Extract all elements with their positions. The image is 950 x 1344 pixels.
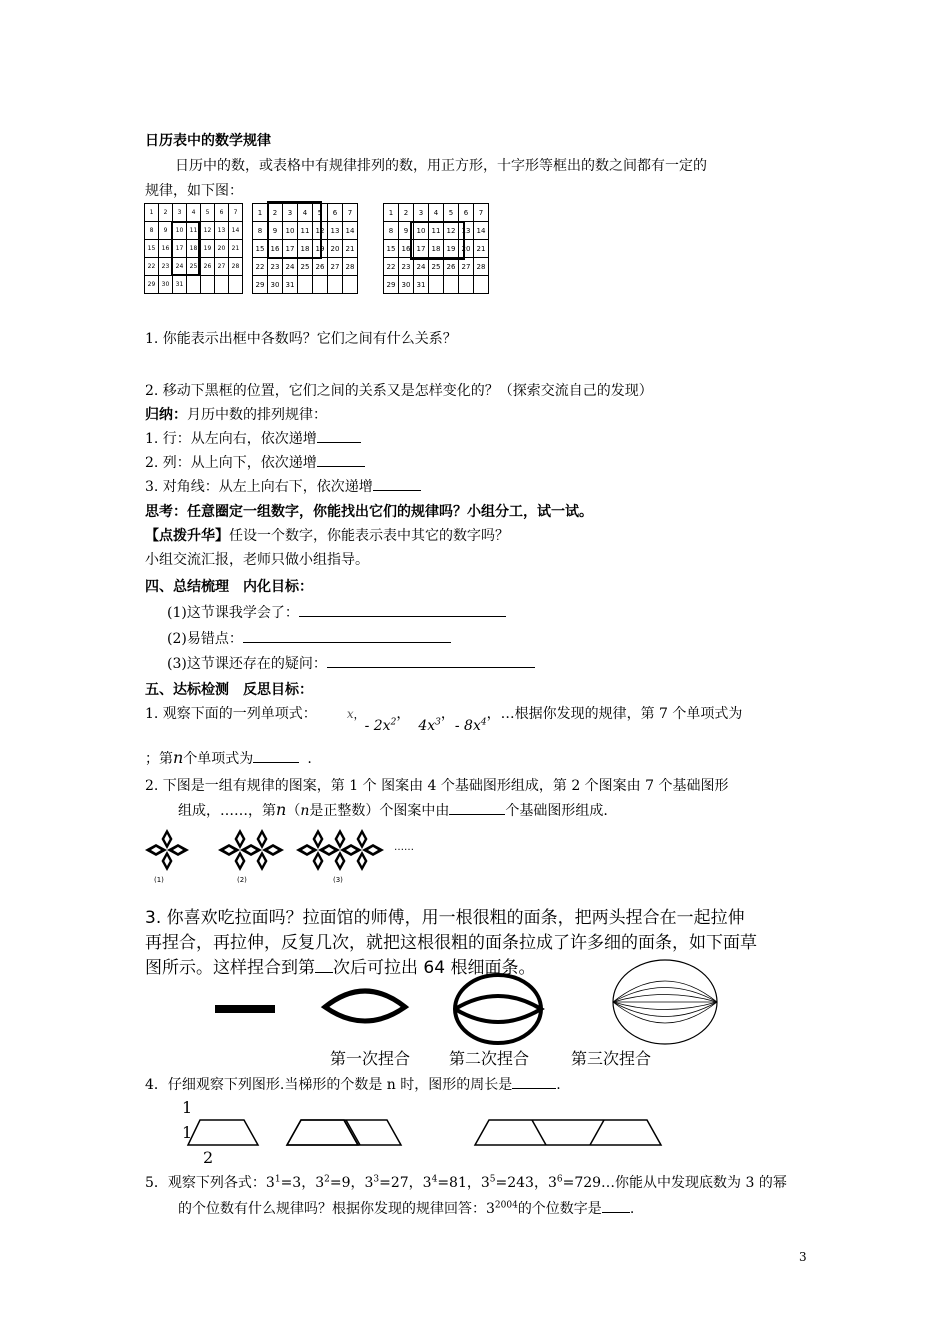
calendar-cell: 24 (173, 258, 187, 276)
calendar-cell: 28 (343, 258, 358, 276)
calendar-cell: 27 (215, 258, 229, 276)
calendar-cell: 21 (474, 240, 489, 258)
tip: 【点拨升华】任设一个数字，你能表示表中其它的数字吗？ (145, 528, 509, 544)
calendar-cell (459, 276, 474, 294)
diamond-pattern-2 (218, 829, 284, 871)
calendar-cell: 9 (399, 222, 414, 240)
calendar-cell: 15 (384, 240, 399, 258)
calendar-cell: 6 (459, 204, 474, 222)
calendar-cell: 1 (253, 204, 268, 222)
calendar-cell: 11 (429, 222, 444, 240)
calendar-cell: 1 (145, 204, 159, 222)
calendar-cell: 22 (145, 258, 159, 276)
intro-line: 日历中的数，或表格中有规律排列的数，用正方形，十字形等框出的数之间都有一定的 (175, 158, 707, 174)
calendar-cell: 22 (384, 258, 399, 276)
calendar-cell: 1 (384, 204, 399, 222)
calendar-cell: 5 (201, 204, 215, 222)
page-number: 3 (799, 1250, 807, 1264)
calendar-cell: 23 (159, 258, 173, 276)
pattern-label: (2) (237, 876, 247, 884)
summary-item-1: (1)这节课我学会了： (167, 602, 506, 622)
problem-1: 1. 观察下面的一列单项式： x，- $2x^2$，$4x^3$，- $8x^4$，…根据你发现的规律，第 7 个单项式为 (145, 706, 743, 734)
problem-2-line2: 组成，……，第n（n是正整数）个图案中由 个基础图形组成. (178, 800, 608, 819)
calendar-cell: 21 (343, 240, 358, 258)
calendar-cell (328, 276, 343, 294)
calendar-cell: 5 (444, 204, 459, 222)
calendar-cell: 7 (343, 204, 358, 222)
calendar-cell: 2 (399, 204, 414, 222)
calendar-cell: 20 (215, 240, 229, 258)
calendar-cell: 19 (313, 240, 328, 258)
calendar-cell: 30 (399, 276, 414, 294)
calendar-cell: 16 (399, 240, 414, 258)
calendar-cell: 16 (268, 240, 283, 258)
diamond-pattern-figure (140, 822, 430, 890)
calendar-cell: 30 (159, 276, 173, 294)
calendar-cell (229, 276, 243, 294)
calendar-cell: 26 (444, 258, 459, 276)
problem-5: 5．观察下列各式：$3^1=3$，$3^2=9$，$3^3=27$，$3^4=81$，$3^5=243$，$3^6=729\dots$你能从中发现底数为 3 的幂 (145, 1174, 787, 1191)
pattern-ellipsis: …… (394, 842, 414, 853)
calendar-cell: 29 (253, 276, 268, 294)
calendar-cell (201, 276, 215, 294)
calendar-cell: 13 (459, 222, 474, 240)
calendar-cell: 4 (429, 204, 444, 222)
calendar-cell (313, 276, 328, 294)
calendar-cell: 12 (444, 222, 459, 240)
calendar-cell: 19 (201, 240, 215, 258)
calendar-cell: 10 (173, 222, 187, 240)
calendar-cell (343, 276, 358, 294)
calendar-cell: 6 (215, 204, 229, 222)
calendar-cell: 14 (343, 222, 358, 240)
calendar-cell: 18 (298, 240, 313, 258)
calendar-cell: 23 (399, 258, 414, 276)
diamond-pattern-1 (145, 829, 189, 871)
trapezoid-figure (180, 1112, 670, 1152)
trapezoid-label: 1 (182, 1098, 193, 1117)
calendar-cell: 3 (173, 204, 187, 222)
noodle-fold-1 (325, 991, 405, 1021)
rule-row: 1. 行：从左向右，依次递增 (145, 428, 361, 448)
noodle-caption: 第二次捏合 (449, 1049, 530, 1068)
calendar-cell: 31 (283, 276, 298, 294)
trapezoid-row-3 (475, 1120, 661, 1145)
question-1: 1. 你能表示出框中各数吗？它们之间有什么关系？ (145, 331, 457, 347)
problem-5-line2: 的个位数有什么规律吗？根据你发现的规律回答：$3^{2004}$的个位数字是 . (178, 1200, 635, 1217)
problem-3-line3: 图所示。这样捏合到第 次后可拉出 64 根细面条。 (145, 958, 536, 978)
calendar-cell: 7 (474, 204, 489, 222)
calendar-cell: 20 (459, 240, 474, 258)
section-4-heading: 四、总结梳理 内化目标： (145, 579, 313, 595)
problem-4: 4．仔细观察下列图形.当梯形的个数是 n 时，图形的周长是 . (145, 1077, 561, 1093)
calendar-cell: 12 (201, 222, 215, 240)
calendar-cell: 3 (283, 204, 298, 222)
calendar-cell: 12 (313, 222, 328, 240)
calendar-cell (429, 276, 444, 294)
question-2: 2. 移动下黑框的位置，它们之间的关系又是怎样变化的？（探索交流自己的发现） (145, 383, 653, 399)
calendar-cell: 2 (159, 204, 173, 222)
trapezoid-label: 2 (203, 1148, 214, 1167)
calendar-cell: 27 (459, 258, 474, 276)
problem-1-line2: ；第n个单项式为 . (145, 748, 312, 767)
calendar-cell: 17 (173, 240, 187, 258)
noodle-caption: 第三次捏合 (571, 1049, 652, 1068)
group-note: 小组交流汇报，老师只做小组指导。 (145, 552, 369, 568)
calendar-cell: 22 (253, 258, 268, 276)
calendar-cell: 20 (328, 240, 343, 258)
calendar-cell: 18 (429, 240, 444, 258)
calendar-cell: 23 (268, 258, 283, 276)
noodle-caption: 第一次捏合 (330, 1049, 411, 1068)
calendar-cell (444, 276, 459, 294)
calendar-cell: 26 (313, 258, 328, 276)
summary-item-2: (2)易错点： (167, 628, 451, 648)
calendar-cell: 2 (268, 204, 283, 222)
calendar-cell: 8 (145, 222, 159, 240)
calendar-cell: 16 (159, 240, 173, 258)
calendar-cell (187, 276, 201, 294)
calendar-cell: 24 (283, 258, 298, 276)
calendar-box (171, 221, 200, 276)
problem-3-line2: 再捏合，再拉伸，反复几次，就把这根很粗的面条拉成了许多细的面条，如下面草 (145, 933, 757, 953)
thick-noodle (215, 1005, 275, 1013)
calendar-cell: 31 (414, 276, 429, 294)
calendar-cell: 4 (187, 204, 201, 222)
calendar-cell: 10 (414, 222, 429, 240)
calendar-cell: 3 (414, 204, 429, 222)
calendar-cell: 10 (283, 222, 298, 240)
noodle-fold-2 (455, 975, 541, 1043)
pattern-label: (3) (333, 876, 343, 884)
calendar-cell: 11 (298, 222, 313, 240)
calendar-cell (215, 276, 229, 294)
calendar-cell: 30 (268, 276, 283, 294)
page-title: 日历表中的数学规律 (145, 133, 271, 149)
calendar-box (410, 221, 465, 260)
calendar-cell: 4 (298, 204, 313, 222)
calendar-cell: 25 (187, 258, 201, 276)
summary-item-3: (3)这节课还存在的疑问： (167, 653, 535, 673)
summary: 归纳：月历中数的排列规律： (145, 407, 327, 423)
problem-3: 3. 你喜欢吃拉面吗？拉面馆的师傅，用一根很粗的面条，把两头捏合在一起拉伸 (145, 908, 745, 928)
calendar-cell (474, 276, 489, 294)
calendar-cell: 15 (253, 240, 268, 258)
noodle-figure (200, 955, 720, 1050)
calendar-cell: 18 (187, 240, 201, 258)
calendar-cell: 14 (229, 222, 243, 240)
calendar-cell: 17 (283, 240, 298, 258)
trapezoid-row-2 (287, 1120, 401, 1145)
calendar-cell: 11 (187, 222, 201, 240)
calendar-cell: 29 (384, 276, 399, 294)
calendar-cell: 13 (328, 222, 343, 240)
calendar-cell: 27 (328, 258, 343, 276)
calendar-cell (298, 276, 313, 294)
think-heading: 思考：任意圈定一组数字，你能找出它们的规律吗？小组分工，试一试。 (145, 504, 593, 520)
calendar-cell: 13 (215, 222, 229, 240)
calendar-cell: 19 (444, 240, 459, 258)
calendar-cell: 8 (384, 222, 399, 240)
calendar-cell: 7 (229, 204, 243, 222)
calendar-cell: 15 (145, 240, 159, 258)
calendar-cell: 28 (474, 258, 489, 276)
calendar-cell: 5 (313, 204, 328, 222)
calendar-cell: 25 (429, 258, 444, 276)
calendar-cell: 9 (159, 222, 173, 240)
calendar-cell: 9 (268, 222, 283, 240)
calendar-cell: 29 (145, 276, 159, 294)
calendar-cell: 25 (298, 258, 313, 276)
rule-diagonal: 3. 对角线：从左上向右下，依次递增 (145, 476, 421, 496)
calendar-cell: 31 (173, 276, 187, 294)
rule-column: 2. 列：从上向下，依次递增 (145, 452, 365, 472)
calendar-cell: 17 (414, 240, 429, 258)
calendar-cell: 28 (229, 258, 243, 276)
pattern-label: (1) (154, 876, 164, 884)
calendar-cell: 14 (474, 222, 489, 240)
problem-2: 2. 下图是一组有规律的图案，第 1 个 图案由 4 个基础图形组成，第 2 个图案由 7 个基础图形 (145, 778, 729, 794)
diamond-pattern-3 (296, 829, 384, 871)
calendar-cell: 6 (328, 204, 343, 222)
calendar-cell: 21 (229, 240, 243, 258)
intro-line: 规律，如下图： (145, 183, 243, 199)
noodle-fold-3 (613, 960, 717, 1044)
trapezoid-1 (188, 1120, 258, 1145)
calendar-cell: 26 (201, 258, 215, 276)
calendar-box (267, 201, 322, 259)
calendar-cell: 8 (253, 222, 268, 240)
trapezoid-label: 1 (182, 1123, 193, 1142)
section-5-heading: 五、达标检测 反思目标： (145, 682, 313, 698)
calendar-cell: 24 (414, 258, 429, 276)
